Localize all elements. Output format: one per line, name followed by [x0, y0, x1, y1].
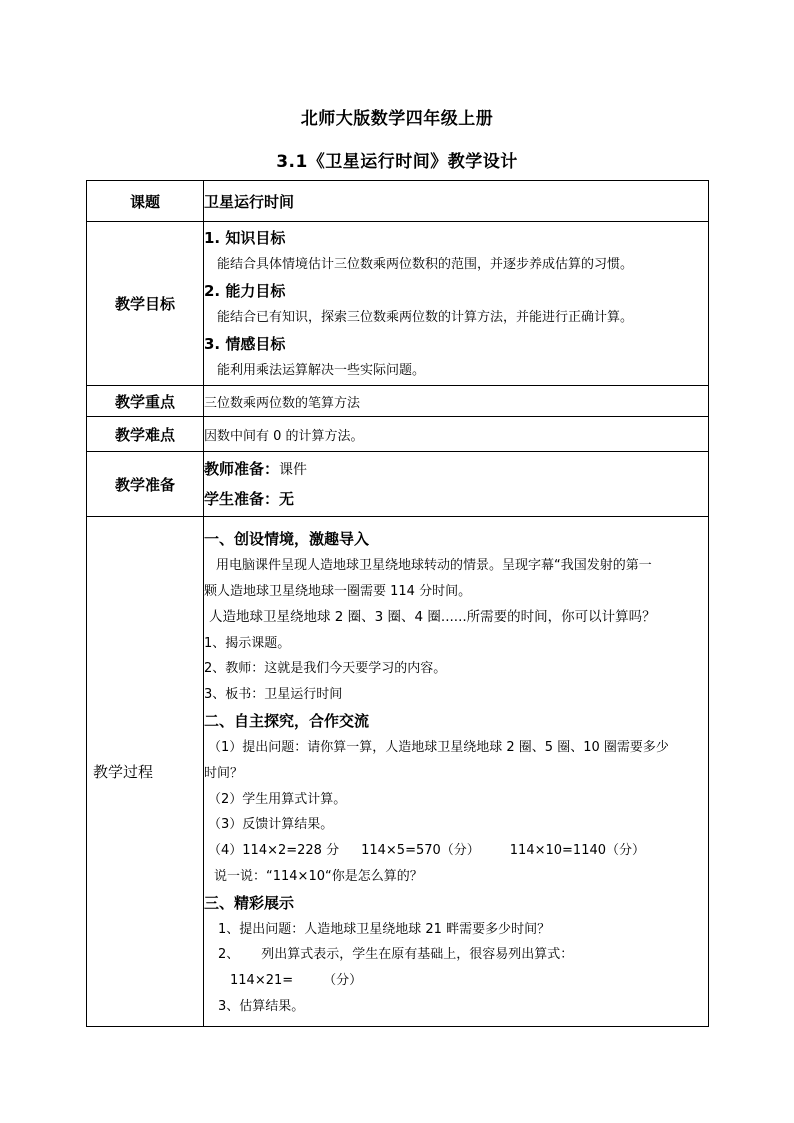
teacher-preparation-label: 教师准备：	[204, 460, 280, 478]
goals-content	[204, 222, 709, 386]
goal-heading-emotion: 3. 情感目标	[204, 335, 286, 353]
table-row-preparation	[87, 452, 709, 517]
formula: 114×21=	[230, 973, 294, 989]
teacher-preparation	[204, 454, 708, 484]
list-item: 时间？	[204, 765, 244, 781]
table-row-process	[87, 517, 709, 1027]
list-item: 3、板书：卫星运行时间	[204, 687, 343, 703]
student-preparation	[204, 484, 708, 514]
preparation-label: 教学准备	[87, 452, 204, 517]
calculation-b: 114×5=570（分）	[361, 843, 480, 859]
list-item: （1）提出问题：请你算一算，人造地球卫星绕地球 2 圈、5 圈、10 圈需要多少	[208, 739, 669, 755]
calculation-c: 114×10=1140（分）	[509, 843, 646, 859]
process-label: 教学过程	[87, 517, 204, 1027]
difficulty-value: 因数中间有 0 的计算方法。	[204, 417, 709, 452]
section-heading-2: 二、自主探究，合作交流	[204, 711, 370, 730]
process-paragraph: 说一说：“114×10“你是怎么算的？	[214, 868, 423, 884]
table-row-goals	[87, 222, 709, 386]
student-preparation-value: 无	[279, 490, 295, 508]
goals-label: 教学目标	[87, 222, 204, 386]
calculation-a: （4）114×2=228 分	[208, 843, 340, 859]
preparation-content	[204, 452, 709, 517]
teacher-preparation-value: 课件	[279, 462, 308, 478]
goal-heading-ability: 2. 能力目标	[204, 282, 286, 300]
document-title: 北师大版数学四年级上册	[300, 109, 494, 129]
process-paragraph: 用电脑课件呈现人造地球卫星绕地球转动的情景。呈现字幕“我国发射的第一	[216, 558, 652, 574]
formula-unit: （分）	[323, 973, 363, 989]
list-item: 1、揭示课题。	[204, 635, 291, 651]
section-heading-3: 三、精彩展示	[204, 893, 295, 912]
goal-text-ability: 能结合已有知识，探索三位数乘两位数的计算方法，并能进行正确计算。	[217, 310, 634, 325]
lesson-plan-table	[86, 180, 709, 1027]
table-row-difficulty	[87, 417, 709, 452]
key-point-value: 三位数乘两位数的笔算方法	[204, 386, 709, 417]
list-item: （2）学生用算式计算。	[208, 791, 347, 807]
list-number: 2、	[218, 947, 240, 963]
list-item	[204, 942, 708, 968]
goal-text-emotion: 能利用乘法运算解决一些实际问题。	[217, 363, 426, 378]
list-item: 1、提出问题：人造地球卫星绕地球 21 畔需要多少时间？	[218, 921, 551, 937]
table-row-key-point	[87, 386, 709, 417]
topic-label: 课题	[87, 181, 204, 222]
key-point-label: 教学重点	[87, 386, 204, 417]
process-paragraph: 人造地球卫星绕地球 2 圈、3 圈、4 圈......所需要的时间，你可以计算吗？	[209, 608, 656, 625]
topic-value: 卫星运行时间	[204, 181, 709, 222]
list-item: 2、教师：这就是我们今天要学习的内容。	[204, 661, 447, 677]
list-item: （3）反馈计算结果。	[208, 817, 334, 833]
section-heading-1: 一、创设情境，激趣导入	[204, 530, 370, 549]
process-content	[204, 517, 709, 1027]
difficulty-label: 教学难点	[87, 417, 204, 452]
goal-text-knowledge: 能结合具体情境估计三位数乘两位数积的范围，并逐步养成估算的习惯。	[217, 257, 634, 272]
goal-heading-knowledge: 1. 知识目标	[204, 229, 286, 247]
list-text: 列出算式表示，学生在原有基础上，很容易列出算式：	[261, 947, 574, 963]
list-item: 3、估算结果。	[218, 999, 305, 1015]
student-preparation-label: 学生准备：	[204, 490, 280, 508]
document-subtitle: 3.1《卫星运行时间》教学设计	[276, 152, 518, 172]
calculation-line	[204, 838, 708, 864]
formula-line	[204, 968, 708, 994]
process-paragraph: 颗人造地球卫星绕地球一圈需要 114 分时间。	[204, 583, 472, 599]
table-row-topic	[87, 181, 709, 222]
